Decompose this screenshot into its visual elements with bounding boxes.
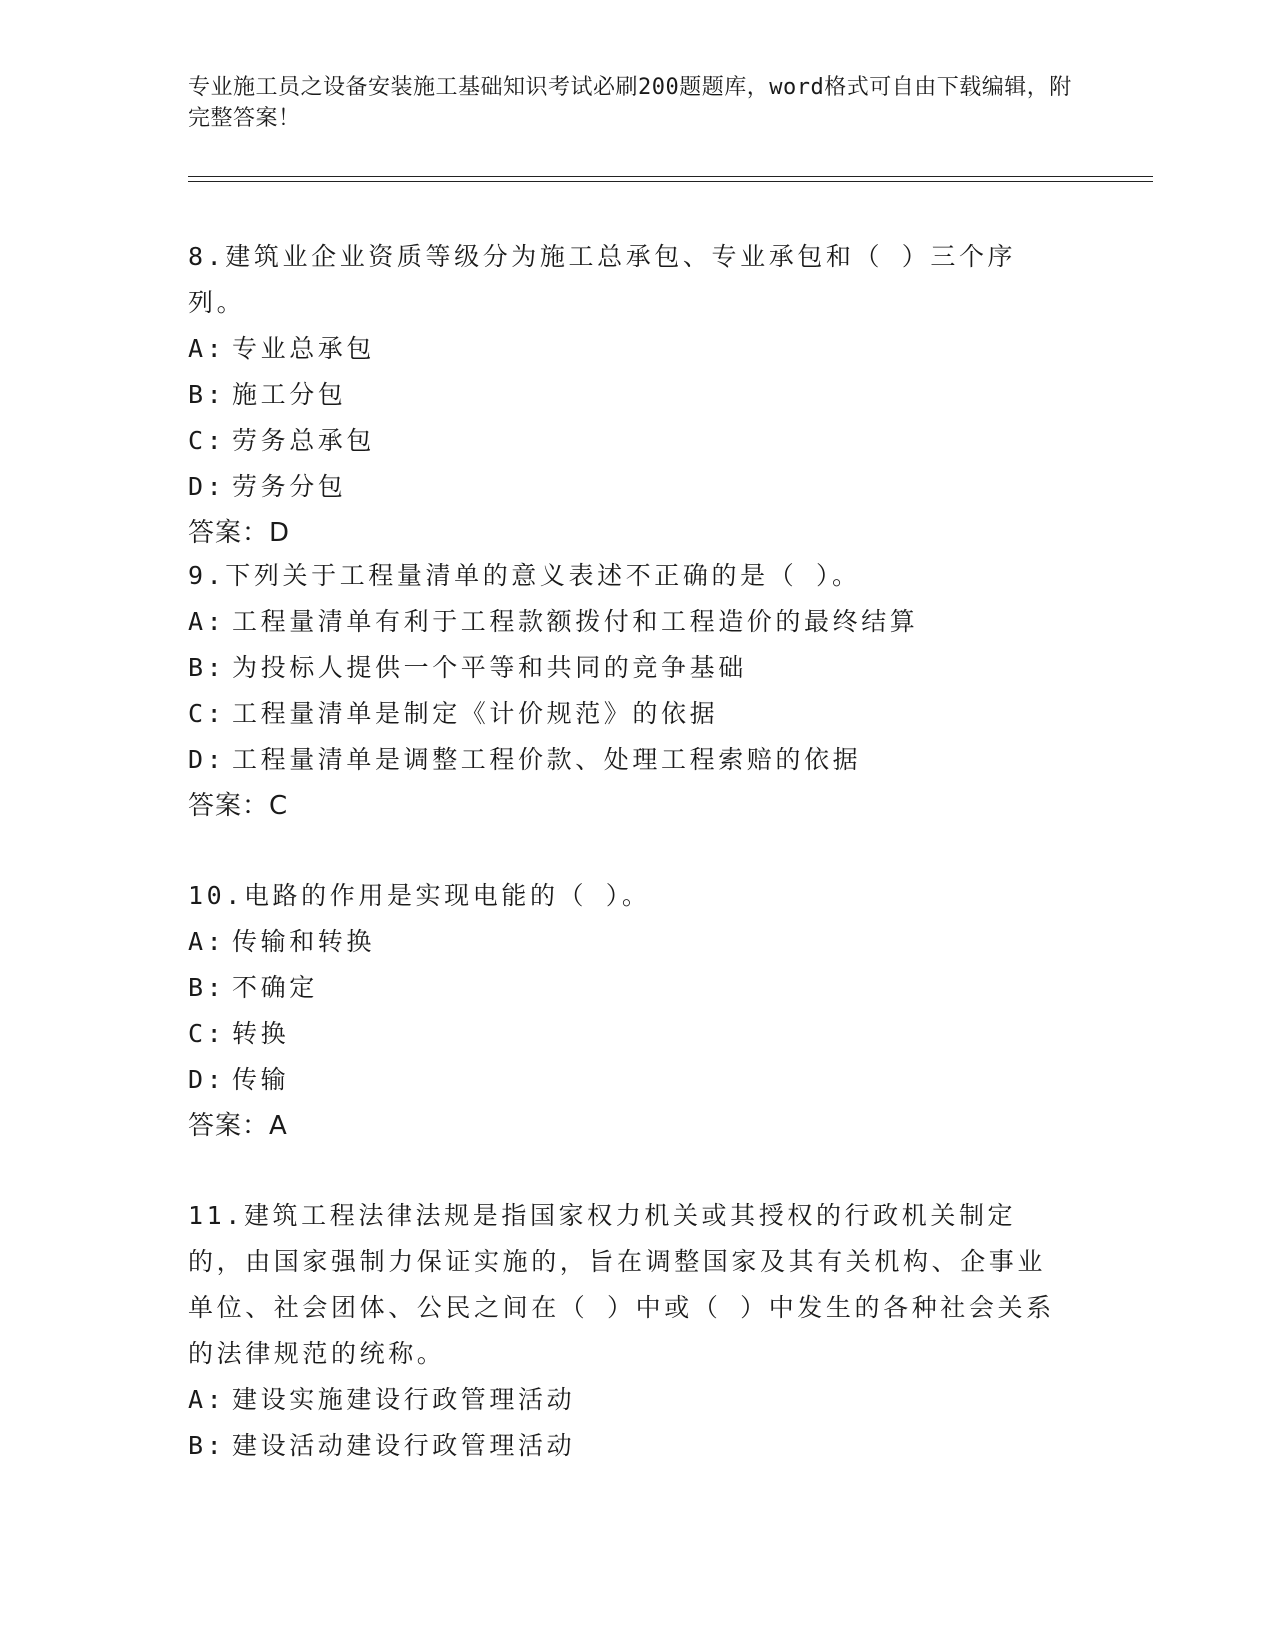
option-key: D: [188,745,226,774]
option-c [188,1011,1068,1057]
option-text: 劳务总承包 [232,426,376,455]
answer-line: 答案：A [188,1111,288,1141]
answer-line: 答案：C [188,791,289,821]
question-stem: 11.建筑工程法律法规是指国家权力机关或其授权的行政机关制定的，由国家强制力保证实施的，旨在调整国家及其有关机构、企事业单位、社会团体、公民之间在（ ）中或（ ）中发生的各种社会关系的法律规范的统称。 [188,1201,1055,1368]
question-stem: 9.下列关于工程量清单的意义表述不正确的是（ ）。 [188,561,861,590]
option-key: A: [188,1385,226,1414]
question-9 [188,553,1068,829]
option-text: 工程量清单是制定《计价规范》的依据 [232,699,719,728]
option-text: 工程量清单有利于工程款额拨付和工程造价的最终结算 [232,607,919,636]
option-text: 建设活动建设行政管理活动 [232,1431,576,1460]
option-key: A: [188,927,226,956]
option-key: C: [188,426,226,455]
option-text: 建设实施建设行政管理活动 [232,1385,576,1414]
option-key: B: [188,973,226,1002]
question-stem: 8.建筑业企业资质等级分为施工总承包、专业承包和（ ）三个序列。 [188,242,1017,317]
option-key: A: [188,334,226,363]
option-key: A: [188,607,226,636]
option-d [188,737,1068,783]
option-text: 施工分包 [232,380,347,409]
document-title: 专业施工员之设备安装施工基础知识考试必刷200题题库，word格式可自由下载编辑，附完整答案！ [188,75,1072,131]
option-text: 劳务分包 [232,472,347,501]
option-text: 转换 [232,1019,290,1048]
question-8 [188,234,1068,556]
question-stem: 10.电路的作用是实现电能的（ ）。 [188,881,651,910]
question-10 [188,873,1068,1149]
header-divider-top [188,176,1153,177]
option-text: 不确定 [232,973,318,1002]
option-a [188,919,1068,965]
option-key: C: [188,1019,226,1048]
question-11 [188,1193,1068,1469]
option-d [188,1057,1068,1103]
option-c [188,691,1068,737]
option-text: 为投标人提供一个平等和共同的竞争基础 [232,653,747,682]
option-a [188,1377,1068,1423]
option-key: B: [188,380,226,409]
option-text: 传输 [232,1065,290,1094]
option-text: 工程量清单是调整工程价款、处理工程索赔的依据 [232,745,862,774]
option-a [188,599,1068,645]
option-b [188,1423,1068,1469]
option-b [188,372,1068,418]
answer-line: 答案：D [188,518,291,548]
option-c [188,418,1068,464]
header-divider-bottom [188,181,1153,182]
option-text: 专业总承包 [232,334,376,363]
option-key: D: [188,1065,226,1094]
option-key: B: [188,1431,226,1460]
option-b [188,645,1068,691]
option-b [188,965,1068,1011]
option-a [188,326,1068,372]
option-key: D: [188,472,226,501]
option-key: B: [188,653,226,682]
option-text: 传输和转换 [232,927,376,956]
option-d [188,464,1068,510]
option-key: C: [188,699,226,728]
